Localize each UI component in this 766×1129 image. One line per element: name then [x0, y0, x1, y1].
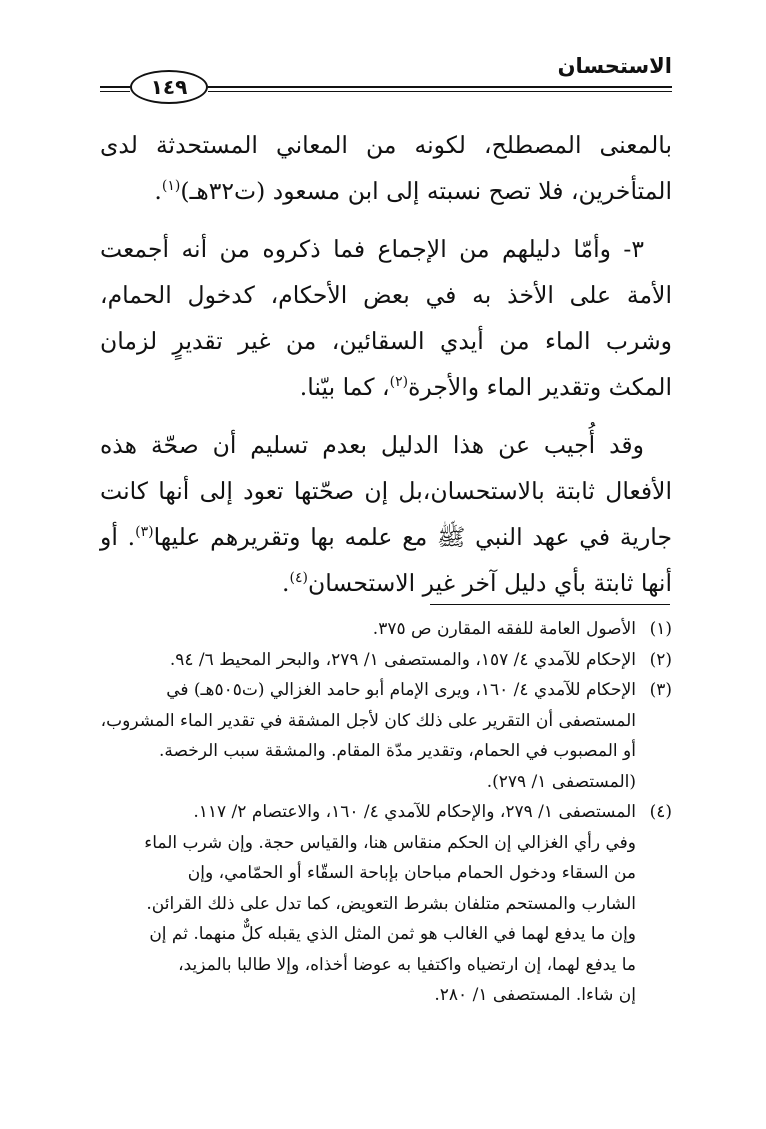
- paragraph-1: بالمعنى المصطلح، لكونه من المعاني المستحدثة لدى المتأخرين، فلا تصح نسبته إلى ابن مسعود (ت٣٢هـ)$^{(١)}$.: [100, 131, 672, 205]
- page-number: ١٤٩: [130, 70, 208, 104]
- header-rule: [208, 86, 672, 92]
- header-rule-short: [100, 86, 130, 92]
- footnote-text: الأصول العامة للفقه المقارن ص ٣٧٥.: [372, 619, 636, 639]
- footnote-ref-2: (٢): [389, 374, 409, 391]
- footnote-2: [100, 645, 672, 676]
- main-text: [100, 122, 672, 618]
- footnote-ref-1: (١): [161, 178, 181, 195]
- footnote-1: [100, 614, 672, 645]
- paragraph-2: ٣- وأمّا دليلهم من الإجماع فما ذكروه من أنه أجمعت الأمة على الأخذ به في بعض الأحكام، كدخول الحمام، وشرب الماء من أيدي السقائين، من غير تقديرٍ لزمان المكث وتقدير الماء والأجرة$^{(٢)}$، كما بيّنا.: [100, 235, 672, 401]
- footnote-text: الإحكام للآمدي ٤/ ١٦٠، ويرى الإمام أبو حامد الغزالي (ت٥٠٥هـ) في المستصفى أن التقرير على ذلك كان لأجل المشقة في تقدير الماء المشروب، أو المصبوب في الحمام، وتقدير مدّة المقام. والمشقة سبب الرخصة. (المستصفى ١/ ٢٧٩).: [100, 680, 636, 792]
- running-title: الاستحسان: [557, 54, 672, 78]
- footnote-separator: [430, 604, 670, 605]
- paragraph-3: وقد أُجيب عن هذا الدليل بعدم تسليم أن صحّة هذه الأفعال ثابتة بالاستحسان،بل إن صحّتها تعود إلى أنها كانت جارية في عهد النبي ﷺ مع علمه بها وتقريرهم عليها$^{(٣)}$. أو أنها ثابتة بأي دليل آخر غير الاستحسان$^{(٤)}$.: [100, 431, 672, 597]
- footnote-ref-3: (٣): [135, 524, 154, 541]
- footnote-number: (١): [649, 619, 672, 639]
- footnote-number: (٤): [649, 802, 672, 822]
- footnote-number: (٢): [649, 649, 672, 670]
- footnote-3: [100, 675, 672, 797]
- footnote-text: الإحكام للآمدي ٤/ ١٥٧، والمستصفى ١/ ٢٧٩، والبحر المحيط ٦/ ٩٤.: [169, 649, 636, 670]
- footnote-number: (٣): [649, 680, 672, 700]
- footnote-text: المستصفى ١/ ٢٧٩، والإحكام للآمدي ٤/ ١٦٠، والاعتصام ٢/ ١١٧. وفي رأي الغزالي إن الحكم منقاس هنا، والقياس حجة. وإن شرب الماء من السقاء ودخول الحمام مباحان بإباحة السقّاء أو الحمّامي، وإن الشارب والمستحم متلفان بشرط التعويض، كما تدل على ذلك القرائن. وإن ما يدفع لهما في الغالب هو ثمن المثل الذي يقبله كلٌّ منهما. ثم إن ما يدفع لهما، إن ارتضياه واكتفيا به عوضا أخذاه، وإلا طالبا بالمزيد، إن شاءا. المستصفى ١/ ٢٨٠.: [144, 802, 636, 1005]
- footnote-ref-4: (٤): [289, 570, 308, 587]
- footnotes: [100, 614, 672, 1011]
- page-header: [100, 48, 672, 98]
- footnote-4: [100, 797, 672, 1011]
